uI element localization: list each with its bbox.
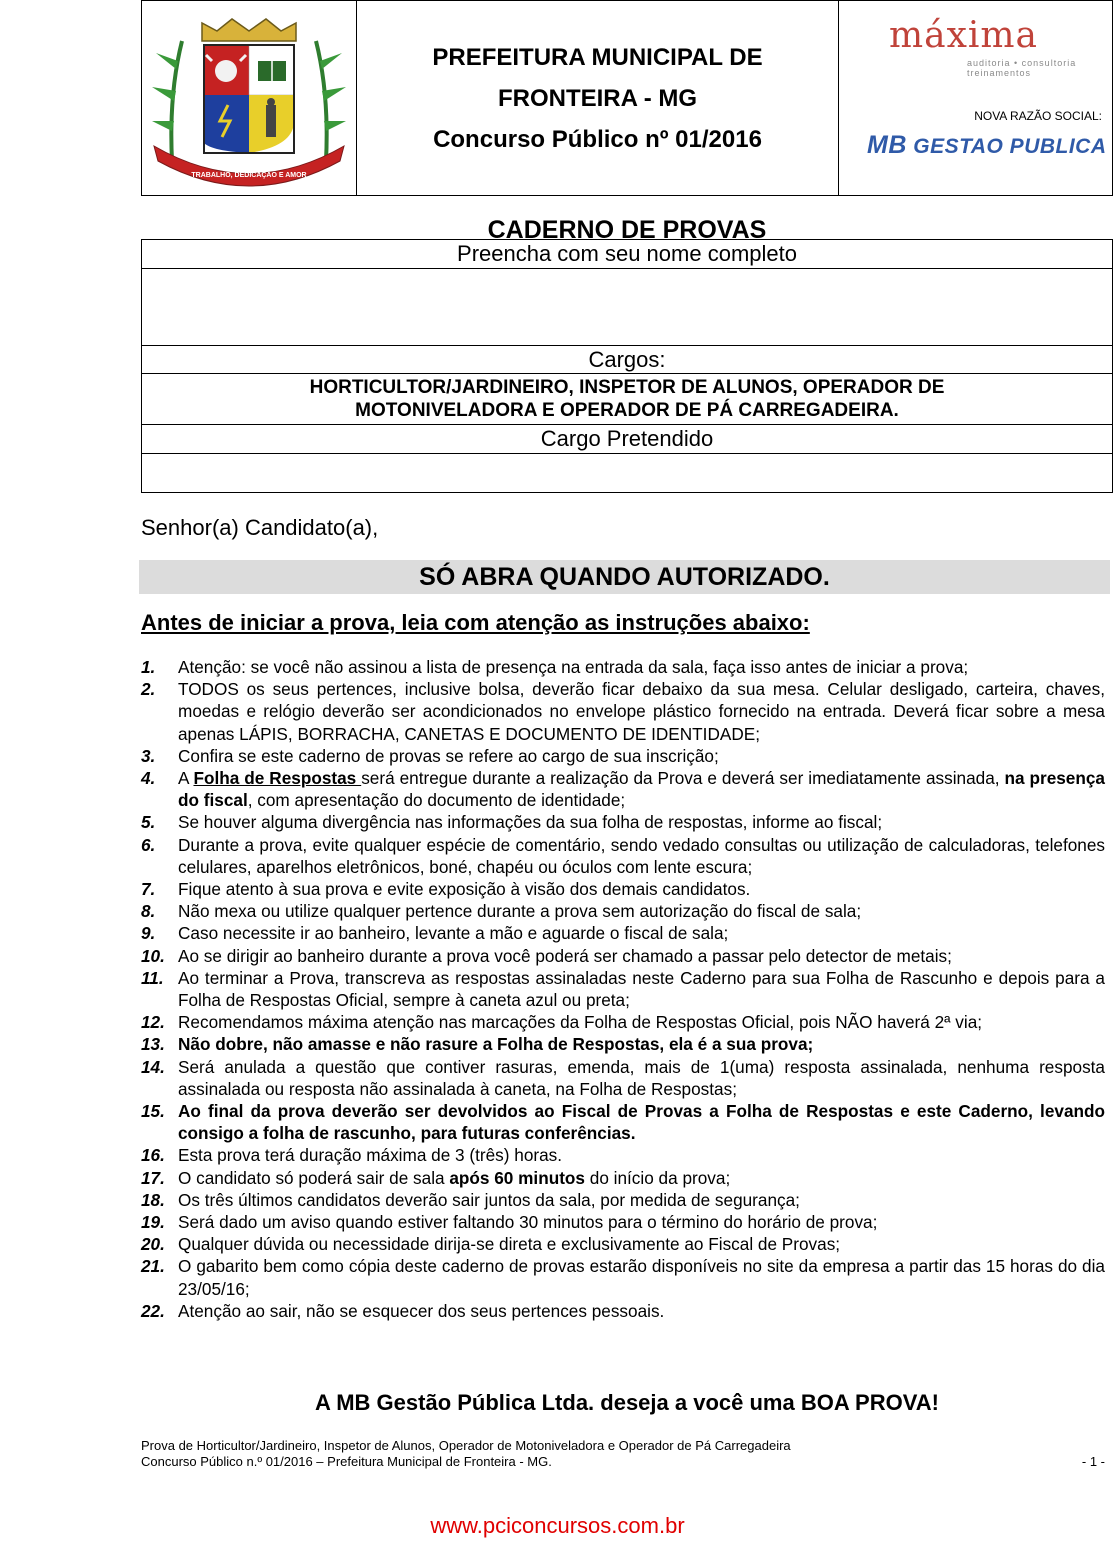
instruction-item — [141, 1300, 1105, 1322]
instruction-item — [141, 834, 1105, 878]
item-text: Qualquer dúvida ou necessidade dirija-se direta e exclusivamente ao Fiscal de Provas; — [178, 1234, 841, 1255]
item-text: Ao terminar a Prova, transcreva as respostas assinaladas neste Caderno para sua Folha de Rascunho e depois para a Folha de Respostas Oficial, sempre à caneta azul ou preta; — [178, 967, 1105, 1011]
instruction-item — [141, 767, 1105, 811]
item-text: O gabarito bem como cópia deste caderno de provas estarão disponíveis no site da empresa a partir das 15 horas do dia 23/05/16; — [178, 1256, 1105, 1299]
item-text: Se houver alguma divergência nas informações da sua folha de respostas, informe ao fiscal; — [178, 812, 883, 833]
instructions-list — [141, 656, 1105, 1322]
item-text: Não mexa ou utilize qualquer pertence durante a prova sem autorização do fiscal de sala; — [178, 901, 862, 922]
mb-logo-mb: MB — [867, 131, 907, 159]
item-number: 8. — [141, 901, 156, 922]
item-text: Caso necessite ir ao banheiro, levante a mão e aguarde o fiscal de sala; — [178, 923, 729, 944]
maxima-logo: máxima — [889, 15, 1039, 56]
item-number: 15. — [141, 1101, 165, 1122]
item-number: 6. — [141, 834, 156, 855]
sixty-minutes-emphasis: após 60 minutos — [449, 1167, 585, 1188]
instruction-item — [141, 945, 1105, 967]
item-number: 4. — [141, 768, 156, 789]
title-line-2: FRONTEIRA - MG — [497, 84, 698, 112]
cargo-pretendido-label-cell: Cargo Pretendido — [142, 425, 1113, 454]
cargos-line-2: MOTONIVELADORA E OPERADOR DE PÁ CARREGADEIRA. — [355, 400, 899, 421]
item-text: Durante a prova, evite qualquer espécie de comentário, sendo vedado consultas ou utilização de calculadoras, telefones celulares, aparelhos eletrônicos, boné, chapéu ou óculos com lente escura; — [178, 834, 1105, 877]
instruction-item — [141, 1255, 1105, 1299]
company-logo-cell — [839, 1, 1112, 195]
item-number: 19. — [141, 1212, 165, 1233]
instruction-item — [141, 1167, 1105, 1189]
item-number: 12. — [141, 1012, 165, 1033]
name-input-cell[interactable] — [142, 269, 1113, 346]
mb-gestao-logo — [867, 131, 1107, 160]
footer-line-2: Concurso Público n.º 01/2016 – Prefeitura Municipal de Fronteira - MG. — [141, 1454, 552, 1469]
item-text: Será anulada a questão que contiver rasuras, emenda, mais de 1(uma) resposta assinalada, nenhuma resposta assinalada ou resposta não assinalada à caneta, na Folha de Respostas; — [178, 1056, 1105, 1099]
instruction-item — [141, 1211, 1105, 1233]
instruction-item — [141, 745, 1105, 767]
header-table — [141, 0, 1113, 196]
item-number: 5. — [141, 812, 156, 833]
instruction-item — [141, 1233, 1105, 1255]
instructions-heading: Antes de iniciar a prova, leia com atenção as instruções abaixo: — [141, 610, 810, 635]
cargos-list-cell — [142, 374, 1113, 425]
instruction-item — [141, 1100, 1105, 1144]
new-name-label: NOVA RAZÃO SOCIAL: — [974, 109, 1102, 123]
item-text: Atenção ao sair, não se esquecer dos seus pertences pessoais. — [178, 1300, 665, 1321]
item-number: 2. — [141, 679, 156, 700]
item-text: Esta prova terá duração máxima de 3 (três) horas. — [178, 1145, 563, 1166]
closing-message: A MB Gestão Pública Ltda. deseja a você uma BOA PROVA! — [315, 1390, 939, 1415]
caderno-title: CADERNO DE PROVAS — [487, 216, 767, 244]
instruction-item — [141, 900, 1105, 922]
page-number: - 1 - — [1081, 1454, 1105, 1469]
folha-de-respostas-emphasis: Folha de Respostas — [193, 768, 362, 789]
candidate-form-table — [141, 239, 1113, 493]
instruction-item — [141, 1033, 1105, 1055]
instruction-item — [141, 922, 1105, 944]
item-number: 18. — [141, 1189, 165, 1210]
item-text: Ao se dirigir ao banheiro durante a prova você poderá ser chamado a passar pelo detector de metais; — [178, 945, 952, 966]
mb-logo-rest: GESTAO PUBLICA — [913, 135, 1107, 158]
open-warning-banner: SÓ ABRA QUANDO AUTORIZADO. — [139, 560, 1110, 594]
item-number: 7. — [141, 879, 156, 900]
item-text: Atenção: se você não assinou a lista de presença na entrada da sala, faça isso antes de iniciar a prova; — [178, 657, 969, 677]
item-text: Os três últimos candidatos deverão sair juntos da sala, por medida de segurança; — [178, 1189, 800, 1210]
page-footer — [141, 1438, 1105, 1470]
instruction-item — [141, 1056, 1105, 1100]
maxima-sub-line2: treinamentos — [967, 68, 1032, 78]
item-number: 20. — [141, 1234, 165, 1255]
item-number: 16. — [141, 1145, 165, 1166]
item-text-part: , com apresentação do documento de identidade; — [247, 790, 626, 811]
item-text: Fique atento à sua prova e evite exposição à visão dos demais candidatos. — [178, 879, 751, 900]
item-text — [178, 1167, 1105, 1189]
crest-ribbon-text: TRABALHO, DEDICAÇÃO E AMOR — [191, 172, 307, 179]
item-text: TODOS os seus pertences, inclusive bolsa, deverão ficar debaixo da sua mesa. Celular desligado, carteira, chaves, moedas e relógio deverão ser acondicionados no envelope plástico fornecido na entrada. Deverá ficar sobre a mesa apenas LÁPIS, BORRACHA, CANETAS E DOCUMENTO DE IDENTIDADE; — [178, 679, 1105, 744]
footer-line-1: Prova de Horticultor/Jardineiro, Inspetor de Alunos, Operador de Motoniveladora e Operador de Pá Carregadeira — [141, 1438, 791, 1453]
item-number: 14. — [141, 1056, 165, 1077]
name-label-cell: Preencha com seu nome completo — [142, 240, 1113, 269]
instruction-item — [141, 656, 1105, 678]
item-number: 10. — [141, 945, 165, 966]
presenca-fiscal-emphasis: na presença do fiscal — [178, 768, 1105, 811]
item-text: Não dobre, não amasse e não rasure a Folha de Respostas, ela é a sua prova; — [178, 1034, 814, 1055]
title-line-3: Concurso Público nº 01/2016 — [433, 125, 762, 153]
item-text — [178, 767, 1105, 811]
instruction-item — [141, 1011, 1105, 1033]
item-text-part: do início da prova; — [584, 1167, 731, 1188]
instruction-item — [141, 811, 1105, 833]
instruction-item — [141, 1189, 1105, 1211]
maxima-sub-line1: auditoria • consultoria — [967, 58, 1077, 68]
item-text: Confira se este caderno de provas se refere ao cargo de sua inscrição; — [178, 745, 719, 766]
watermark-url[interactable]: www.pciconcursos.com.br — [430, 1513, 685, 1538]
item-text-part: O candidato só poderá sair de sala — [178, 1167, 450, 1188]
municipal-crest-icon — [142, 1, 356, 197]
title-line-1: PREFEITURA MUNICIPAL DE — [432, 43, 763, 71]
item-number: 3. — [141, 745, 156, 766]
item-number: 9. — [141, 923, 156, 944]
item-number: 11. — [141, 967, 164, 988]
item-text: Ao final da prova deverão ser devolvidos ao Fiscal de Provas a Folha de Respostas e este Caderno, levando consigo a folha de rascunho, para futuras conferências. — [178, 1101, 1105, 1144]
item-text-part: A — [178, 768, 194, 789]
item-number: 21. — [141, 1256, 165, 1277]
maxima-logo-subtitle — [967, 58, 1076, 78]
crest-cell — [142, 1, 357, 195]
item-number: 13. — [141, 1034, 165, 1055]
instruction-item — [141, 967, 1105, 1011]
title-cell — [357, 1, 839, 195]
instruction-item — [141, 1144, 1105, 1166]
item-number: 17. — [141, 1167, 165, 1188]
item-text: Recomendamos máxima atenção nas marcações da Folha de Respostas Oficial, pois NÃO haverá 2ª via; — [178, 1012, 983, 1033]
cargos-label-cell: Cargos: — [142, 346, 1113, 374]
item-number: 1. — [141, 657, 156, 677]
item-text-part: será entregue durante a realização da Prova e deverá ser imediatamente assinada, — [361, 768, 1005, 789]
greeting: Senhor(a) Candidato(a), — [141, 515, 379, 540]
item-number: 22. — [141, 1300, 165, 1321]
cargo-pretendido-input-cell[interactable] — [142, 454, 1113, 493]
instruction-item — [141, 878, 1105, 900]
cargos-line-1: HORTICULTOR/JARDINEIRO, INSPETOR DE ALUNOS, OPERADOR DE — [309, 377, 945, 398]
instruction-item — [141, 678, 1105, 745]
item-text: Será dado um aviso quando estiver faltando 30 minutos para o término do horário de prova; — [178, 1212, 878, 1233]
